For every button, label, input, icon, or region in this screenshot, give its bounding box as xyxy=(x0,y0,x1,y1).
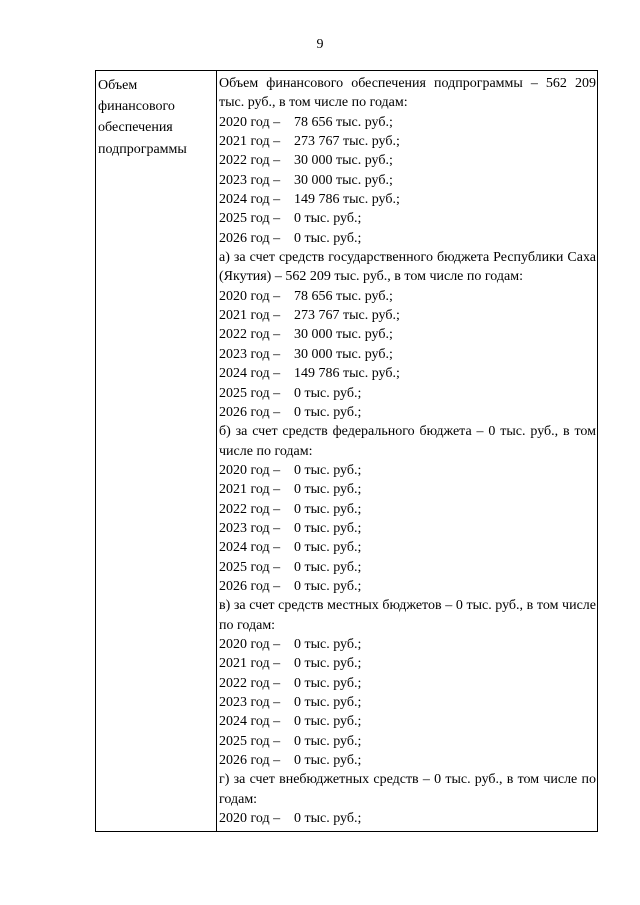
label-line: подпрограммы xyxy=(98,141,187,157)
year-label: 2020 год – xyxy=(219,114,281,130)
year-row xyxy=(219,229,596,248)
section-b-paragraph: б) за счет средств федерального бюджета – 0 тыс. руб., в том числе по годам: xyxy=(219,424,596,459)
year-row xyxy=(219,674,596,693)
year-amount: 30 000 тыс. руб.; xyxy=(294,346,393,362)
a-years-list xyxy=(219,287,596,422)
year-amount: 149 786 тыс. руб.; xyxy=(294,366,400,382)
year-row xyxy=(219,287,596,306)
year-label: 2022 год – xyxy=(219,501,281,517)
year-label: 2022 год – xyxy=(219,675,281,691)
year-label: 2025 год – xyxy=(219,733,281,749)
year-amount: 30 000 тыс. руб.; xyxy=(294,172,393,188)
financing-table xyxy=(95,70,598,832)
year-row xyxy=(219,132,596,151)
year-row xyxy=(219,751,596,770)
label-line: финансового xyxy=(98,99,175,115)
year-row xyxy=(219,519,596,538)
section-v-paragraph: в) за счет средств местных бюджетов – 0 тыс. руб., в том числе по годам: xyxy=(219,598,596,633)
year-amount: 273 767 тыс. руб.; xyxy=(294,308,400,324)
year-row xyxy=(219,306,596,325)
year-label: 2021 год – xyxy=(219,656,281,672)
year-label: 2020 год – xyxy=(219,462,281,478)
year-label: 2026 год – xyxy=(219,578,281,594)
year-amount: 0 тыс. руб.; xyxy=(294,636,362,652)
content-cell xyxy=(217,71,597,831)
section-g-paragraph: г) за счет внебюджетных средств – 0 тыс. руб., в том числе по годам: xyxy=(219,772,596,807)
year-row xyxy=(219,403,596,422)
year-amount: 149 786 тыс. руб.; xyxy=(294,192,400,208)
year-row xyxy=(219,558,596,577)
year-label: 2023 год – xyxy=(219,520,281,536)
year-label: 2024 год – xyxy=(219,192,281,208)
year-label: 2021 год – xyxy=(219,134,281,150)
year-label: 2025 год – xyxy=(219,385,281,401)
year-label: 2021 год – xyxy=(219,482,281,498)
year-amount: 0 тыс. руб.; xyxy=(294,501,362,517)
year-amount: 0 тыс. руб.; xyxy=(294,482,362,498)
year-amount: 0 тыс. руб.; xyxy=(294,753,362,769)
year-amount: 0 тыс. руб.; xyxy=(294,733,362,749)
year-label: 2020 год – xyxy=(219,811,281,827)
year-label: 2020 год – xyxy=(219,636,281,652)
page-number: 9 xyxy=(316,37,324,52)
year-row xyxy=(219,325,596,344)
year-row xyxy=(219,151,596,170)
v-years-list xyxy=(219,635,596,770)
g-years-list xyxy=(219,809,596,828)
year-amount: 0 тыс. руб.; xyxy=(294,540,362,556)
year-label: 2025 год – xyxy=(219,211,281,227)
year-label: 2026 год – xyxy=(219,404,281,420)
year-row xyxy=(219,693,596,712)
year-label: 2022 год – xyxy=(219,153,281,169)
year-row xyxy=(219,635,596,654)
year-amount: 0 тыс. руб.; xyxy=(294,656,362,672)
section-a-paragraph: а) за счет средств государственного бюджета Республики Саха (Якутия) – 562 209 тыс. руб., в том числе по годам: xyxy=(219,250,596,285)
year-amount: 0 тыс. руб.; xyxy=(294,230,362,246)
label-cell xyxy=(96,71,217,831)
label-line: обеспечения xyxy=(98,120,173,136)
year-label: 2024 год – xyxy=(219,540,281,556)
year-amount: 0 тыс. руб.; xyxy=(294,578,362,594)
year-amount: 0 тыс. руб.; xyxy=(294,520,362,536)
year-row xyxy=(219,345,596,364)
year-label: 2024 год – xyxy=(219,714,281,730)
b-years-list xyxy=(219,461,596,596)
year-amount: 273 767 тыс. руб.; xyxy=(294,134,400,150)
year-label: 2023 год – xyxy=(219,695,281,710)
year-row xyxy=(219,209,596,228)
year-row xyxy=(219,712,596,731)
year-label: 2025 год – xyxy=(219,559,281,575)
year-row xyxy=(219,190,596,209)
year-amount: 0 тыс. руб.; xyxy=(294,811,362,827)
year-row xyxy=(219,480,596,499)
year-amount: 0 тыс. руб.; xyxy=(294,695,362,710)
year-row xyxy=(219,113,596,132)
intro-paragraph: Объем финансового обеспечения подпрограммы – 562 209 тыс. руб., в том числе по годам: xyxy=(219,76,596,111)
year-label: 2022 год – xyxy=(219,327,281,343)
year-label: 2023 год – xyxy=(219,346,281,362)
year-label: 2026 год – xyxy=(219,753,281,769)
year-label: 2020 год – xyxy=(219,288,281,304)
year-amount: 0 тыс. руб.; xyxy=(294,675,362,691)
year-row xyxy=(219,364,596,383)
year-amount: 30 000 тыс. руб.; xyxy=(294,153,393,169)
year-label: 2026 год – xyxy=(219,230,281,246)
year-row xyxy=(219,809,596,828)
year-row xyxy=(219,384,596,403)
year-amount: 0 тыс. руб.; xyxy=(294,211,362,227)
year-amount: 0 тыс. руб.; xyxy=(294,404,362,420)
year-amount: 78 656 тыс. руб.; xyxy=(294,114,393,130)
year-amount: 78 656 тыс. руб.; xyxy=(294,288,393,304)
year-row xyxy=(219,171,596,190)
year-row xyxy=(219,500,596,519)
year-row xyxy=(219,654,596,673)
year-label: 2021 год – xyxy=(219,308,281,324)
year-row xyxy=(219,538,596,557)
year-amount: 0 тыс. руб.; xyxy=(294,385,362,401)
label-line: Объем xyxy=(98,78,138,93)
year-row xyxy=(219,461,596,480)
year-row xyxy=(219,732,596,751)
year-label: 2023 год – xyxy=(219,172,281,188)
year-amount: 0 тыс. руб.; xyxy=(294,559,362,575)
year-row xyxy=(219,577,596,596)
year-amount: 30 000 тыс. руб.; xyxy=(294,327,393,343)
total-years-list xyxy=(219,113,596,248)
year-label: 2024 год – xyxy=(219,366,281,382)
year-amount: 0 тыс. руб.; xyxy=(294,462,362,478)
year-amount: 0 тыс. руб.; xyxy=(294,714,362,730)
